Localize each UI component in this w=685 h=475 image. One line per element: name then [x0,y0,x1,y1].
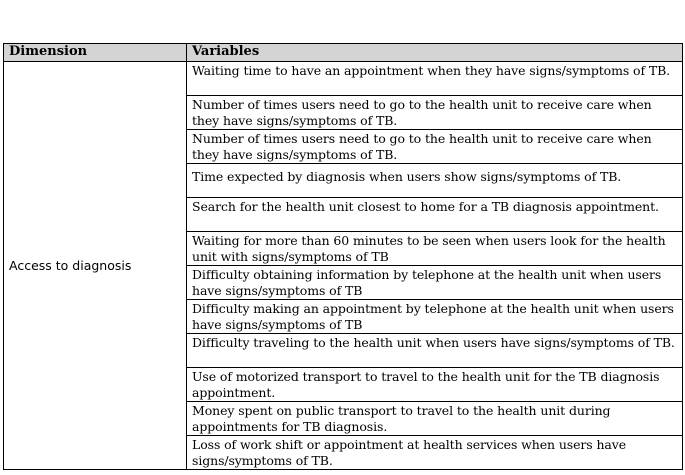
variable-cell: Waiting time to have an appointment when they have signs/symptoms of TB. [187,62,683,96]
table-row [4,62,683,96]
variable-cell: Number of times users need to go to the health unit to receive care when they have signs/symptoms of TB. [187,130,683,164]
variable-cell: Difficulty traveling to the health unit when users have signs/symptoms of TB. [187,334,683,368]
variable-cell: Waiting for more than 60 minutes to be seen when users look for the health unit with signs/symptoms of TB [187,232,683,266]
header-dimension: Dimension [4,44,187,62]
variable-cell: Time expected by diagnosis when users show signs/symptoms of TB. [187,164,683,198]
variable-cell: Use of motorized transport to travel to the health unit for the TB diagnosis appointment. [187,368,683,402]
variable-cell: Difficulty making an appointment by telephone at the health unit when users have signs/symptoms of TB [187,300,683,334]
variable-cell: Number of times users need to go to the health unit to receive care when they have signs/symptoms of TB. [187,96,683,130]
variable-cell: Difficulty obtaining information by telephone at the health unit when users have signs/symptoms of TB [187,266,683,300]
header-row [4,44,683,62]
variables-table [3,43,683,470]
variable-cell: Money spent on public transport to travel to the health unit during appointments for TB diagnosis. [187,402,683,436]
dimension-cell: Access to diagnosis [4,62,187,470]
variables-table-container [3,43,682,470]
header-variables: Variables [187,44,683,62]
variable-cell: Loss of work shift or appointment at health services when users have signs/symptoms of TB. [187,436,683,470]
variable-cell: Search for the health unit closest to home for a TB diagnosis appointment. [187,198,683,232]
